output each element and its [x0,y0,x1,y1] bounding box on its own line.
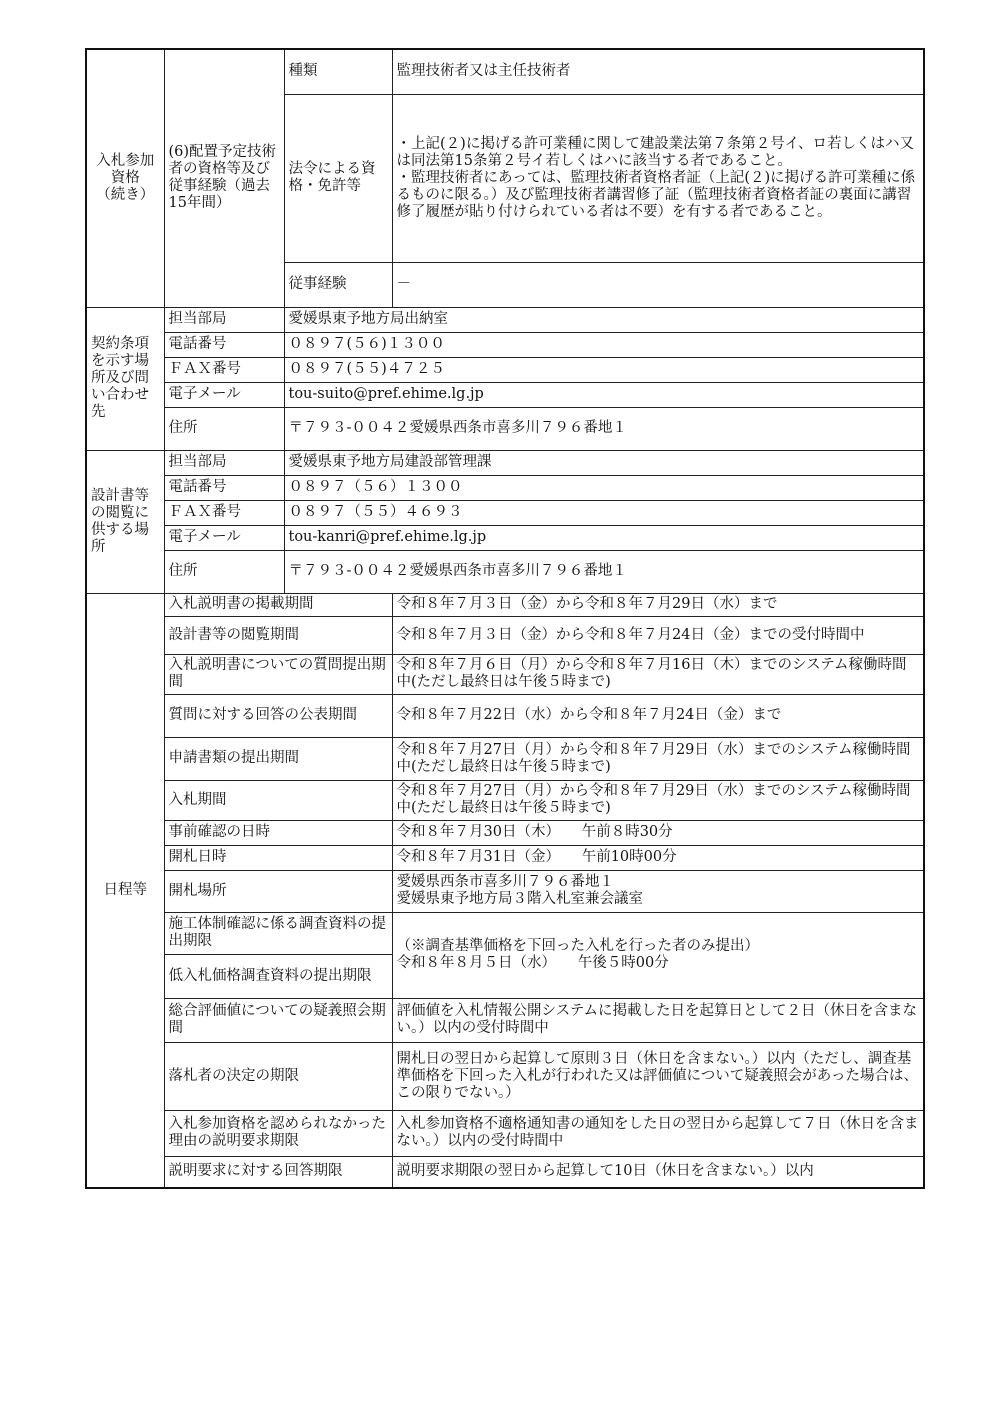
design-fax-label: ＦＡＸ番号 [164,500,284,525]
schedule-item-label: 説明要求に対する回答期限 [164,1156,392,1188]
procurement-table [85,48,925,1189]
survey-deadline-value: （※調査基準価格を下回った入札を行った者のみ提出） 令和８年８月５日（水） 午後５時00分 [392,912,924,998]
schedule-item-label: 開札日時 [164,845,392,870]
license-value: ・上記(２)に掲げる許可業種に関して建設業法第７条第２号イ、ロ若しくはハ又は同法第15条第２号イ若しくはハに該当する者であること。 ・監理技術者にあっては、監理技術者資格者証（上記(２)に掲げる許可業種に係るものに限る。）及び監理技術者講習修了証（監理技術者資格者証の裏面に講習修了履歴が貼り付けられている者は不要）を有する者であること。 [392,94,924,262]
type-value: 監理技術者又は主任技術者 [392,49,924,94]
design-phone-label: 電話番号 [164,475,284,500]
schedule-item-value: 令和８年７月22日（水）から令和８年７月24日（金）まで [392,694,924,737]
contract-fax-value: ０８９７(５５)４７２５ [284,357,924,382]
schedule-item-label: 入札期間 [164,780,392,820]
schedule-item-label: 申請書類の提出期間 [164,737,392,780]
schedule-item-label: 入札参加資格を認められなかった理由の説明要求期限 [164,1110,392,1156]
contract-address-value: 〒７９３-００４２愛媛県西条市喜多川７９６番地１ [284,407,924,450]
design-fax-value: ０８９７（５５）４６９３ [284,500,924,525]
design-address-value: 〒７９３-００４２愛媛県西条市喜多川７９６番地１ [284,550,924,593]
schedule-item-value: 令和８年７月27日（月）から令和８年７月29日（水）までのシステム稼働時間中(ただし最終日は午後５時まで) [392,737,924,780]
schedule-section-label: 日程等 [86,593,164,1188]
license-label: 法令による資格・免許等 [284,94,392,262]
contract-phone-value: ０８９７(５６)１３００ [284,332,924,357]
design-email-label: 電子メール [164,525,284,550]
contract-contact-section-label: 契約条項を示す場所及び問い合わせ先 [86,307,164,450]
design-docs-section-label: 設計書等の閲覧に供する場所 [86,450,164,593]
schedule-item-label: 事前確認の日時 [164,820,392,845]
schedule-item-label: 質問に対する回答の公表期間 [164,694,392,737]
schedule-item-label: 落札者の決定の期限 [164,1042,392,1110]
schedule-item-value: 愛媛県西条市喜多川７９６番地１ 愛媛県東予地方局３階入札室兼会議室 [392,870,924,912]
schedule-item-label: 開札場所 [164,870,392,912]
contract-dept-value: 愛媛県東予地方局出納室 [284,307,924,332]
contract-fax-label: ＦＡＸ番号 [164,357,284,382]
contract-dept-label: 担当部局 [164,307,284,332]
qualification-section-label: 入札参加 資格 （続き） [86,49,164,307]
design-email-value: tou-kanri@pref.ehime.lg.jp [284,525,924,550]
schedule-item-label: 設計書等の閲覧期間 [164,616,392,654]
schedule-item-value: 令和８年７月31日（金） 午前10時00分 [392,845,924,870]
schedule-item-value: 令和８年７月30日（木） 午前８時30分 [392,820,924,845]
schedule-item-value: 説明要求期限の翌日から起算して10日（休日を含まない。）以内 [392,1156,924,1188]
survey-label-construction: 施工体制確認に係る調査資料の提出期限 [164,912,392,954]
schedule-item-value: 令和８年７月27日（月）から令和８年７月29日（水）までのシステム稼働時間中(ただし最終日は午後５時まで) [392,780,924,820]
design-dept-value: 愛媛県東予地方局建設部管理課 [284,450,924,475]
schedule-item-value: 令和８年７月３日（金）から令和８年７月29日（水）まで [392,593,924,616]
schedule-item-value: 入札参加資格不適格通知書の通知をした日の翌日から起算して７日（休日を含まない。）以内の受付時間中 [392,1110,924,1156]
survey-label-low-bid: 低入札価格調査資料の提出期限 [164,954,392,998]
design-phone-value: ０８９７（５６）１３００ [284,475,924,500]
schedule-item-value: 開札日の翌日から起算して原則３日（休日を含まない。）以内（ただし、調査基準価格を下回った入札が行われた又は評価値について疑義照会があった場合は、この限りでない。） [392,1042,924,1110]
experience-value: － [392,262,924,307]
type-label: 種類 [284,49,392,94]
schedule-item-value: 令和８年７月６日（月）から令和８年７月16日（木）までのシステム稼働時間中(ただし最終日は午後５時まで) [392,654,924,694]
schedule-item-value: 評価値を入札情報公開システムに掲載した日を起算日として２日（休日を含まない。）以内の受付時間中 [392,998,924,1042]
contract-address-label: 住所 [164,407,284,450]
schedule-item-label: 入札説明書についての質問提出期間 [164,654,392,694]
qualification-subsection-label: (6)配置予定技術者の資格等及び従事経験（過去15年間） [164,49,284,307]
contract-email-value: tou-suito@pref.ehime.lg.jp [284,382,924,407]
schedule-item-label: 総合評価値についての疑義照会期間 [164,998,392,1042]
design-address-label: 住所 [164,550,284,593]
experience-label: 従事経験 [284,262,392,307]
contract-phone-label: 電話番号 [164,332,284,357]
schedule-item-value: 令和８年７月３日（金）から令和８年７月24日（金）までの受付時間中 [392,616,924,654]
design-dept-label: 担当部局 [164,450,284,475]
contract-email-label: 電子メール [164,382,284,407]
schedule-item-label: 入札説明書の掲載期間 [164,593,392,616]
